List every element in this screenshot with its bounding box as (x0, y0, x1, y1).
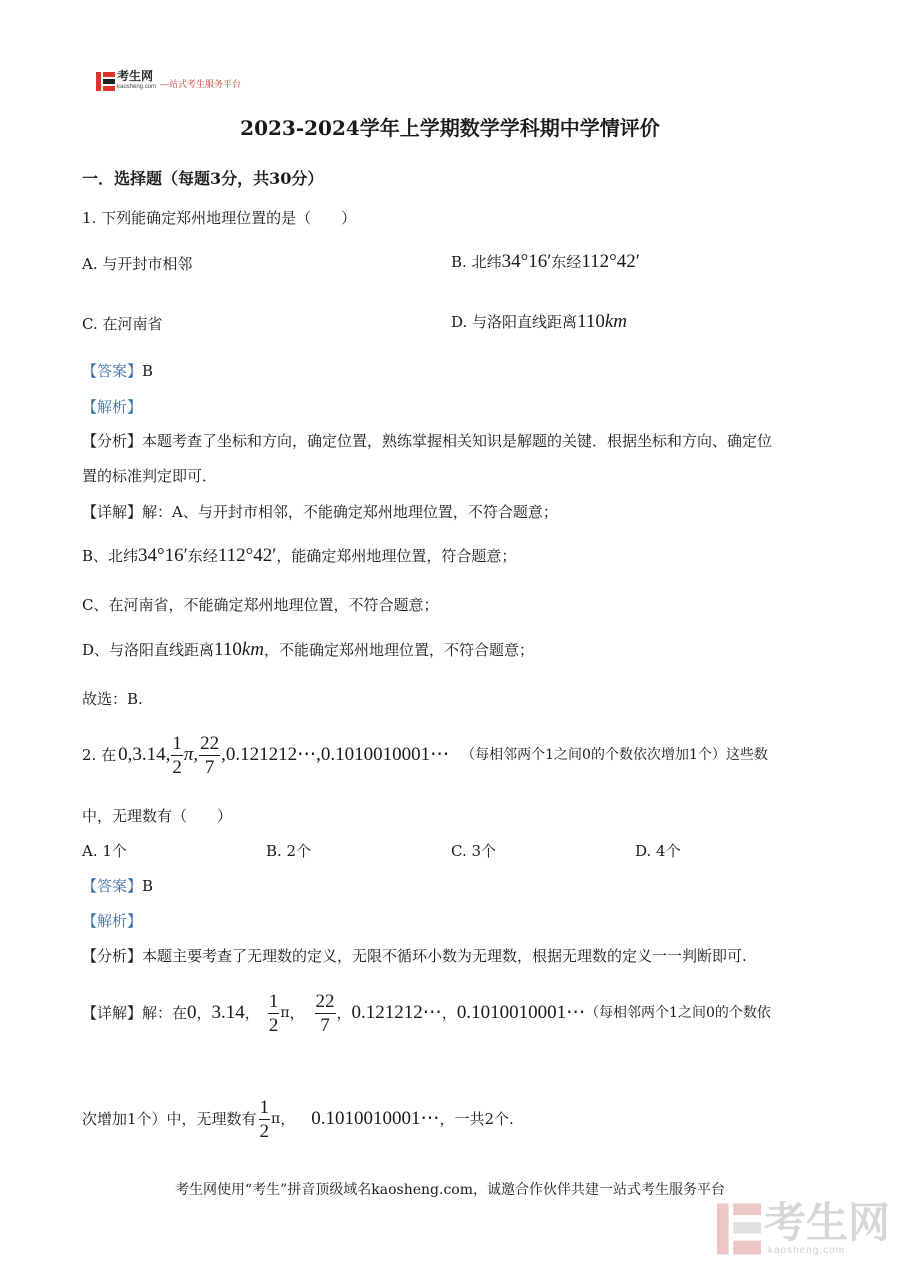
q2-answer: 【答案】B (82, 877, 154, 895)
watermark-name: 考生网 (764, 1199, 891, 1246)
logo-tagline: —站式考生服务平台 (160, 79, 242, 89)
q2-fenxi: 【分析】本题主要考查了无理数的定义，无限不循环小数为无理数，根据无理数的定义一一判断即可. (82, 947, 747, 965)
q1-fenxi-line2: 置的标准判定即可． (82, 467, 218, 485)
footer-text: 考生网使用“考生”拼音顶级域名kaosheng.com，诚邀合作伙伴共建一站式考生服务平台 (174, 1182, 726, 1198)
watermark-logo-icon (717, 1203, 761, 1255)
q2-option-d: D. 4个 (635, 842, 681, 860)
q1-option-a: A. 与开封市相邻 (82, 255, 193, 273)
q2-fraction-half: $\frac{1}{2}$ (172, 732, 182, 778)
q2-stem-line1: 2. 在 0,3.14, $\frac{1}{2}$ π, $\frac{22}{7}$ ,0.121212⋯,0.1010010001⋯ （每相邻两个1之间0的个数依次增加1个）这些数 (82, 732, 768, 778)
q2-option-a: A. 1个 (82, 842, 127, 860)
q2-option-b: B. 2个 (266, 842, 312, 860)
q2-detail-line2: 次增加1个）中，无理数有 $\frac{1}{2}$ π ， 0.1010010001⋯ ，一共2个. (82, 1096, 514, 1142)
q1-choose: 故选：B. (82, 690, 143, 708)
logo-domain: kaosheng.com (117, 84, 157, 90)
q1-detail-b: B、北纬34°16′东经112°42′，能确定郑州地理位置，符合题意； (82, 545, 517, 566)
page-title: 2023-2024学年上学期数学学科期中学情评价 (240, 116, 660, 140)
q1-detail-a: 【详解】解：A、与开封市相邻，不能确定郑州地理位置，不符合题意； (82, 503, 558, 521)
logo-name: 考生网 (117, 69, 154, 83)
q2-detail-fraction-22-7: $\frac{22}{7}$ (315, 990, 335, 1036)
q2-fraction-22-7: $\frac{22}{7}$ (200, 732, 220, 778)
q1-option-c: C. 在河南省 (82, 315, 163, 333)
q1-detail-d: D、与洛阳直线距离110km，不能确定郑州地理位置，不符合题意； (82, 639, 534, 660)
q1-analysis-label: 【解析】 (82, 398, 143, 416)
q1-detail-c: C、在河南省，不能确定郑州地理位置，不符合题意； (82, 596, 439, 614)
q1-answer: 【答案】B (82, 362, 154, 380)
q2-analysis-label: 【解析】 (82, 912, 143, 930)
q2-detail-fraction-half: $\frac{1}{2}$ (268, 990, 279, 1036)
q1-option-d: D. 与洛阳直线距离110km (451, 311, 628, 332)
kaosheng-logo-icon (96, 72, 115, 91)
q2-detail-line2-fraction: $\frac{1}{2}$ (259, 1096, 270, 1142)
q1-fenxi-line1: 【分析】本题考查了坐标和方向，确定位置，熟练掌握相关知识是解题的关键．根据坐标和方向、确定位 (82, 432, 773, 450)
q2-option-c: C. 3个 (451, 842, 497, 860)
q2-stem-line2: 中，无理数有（ ） (82, 807, 233, 825)
q1-stem: 1. 下列能确定郑州地理位置的是（ ） (82, 209, 357, 227)
q1-option-b: B. 北纬34°16′东经112°42′ (451, 251, 640, 272)
q2-detail-line1: 【详解】 解：在 0 ， 3.14 ， $\frac{1}{2}$ π ， $\frac{22}{7}$ ， 0.121212⋯ ， 0.1010010001⋯ （每相邻两个1之间0的个数依 (82, 990, 771, 1036)
section-heading: 一．选择题（每题3分，共30分） (82, 169, 324, 188)
watermark-domain: kaosheng.com (768, 1245, 846, 1256)
